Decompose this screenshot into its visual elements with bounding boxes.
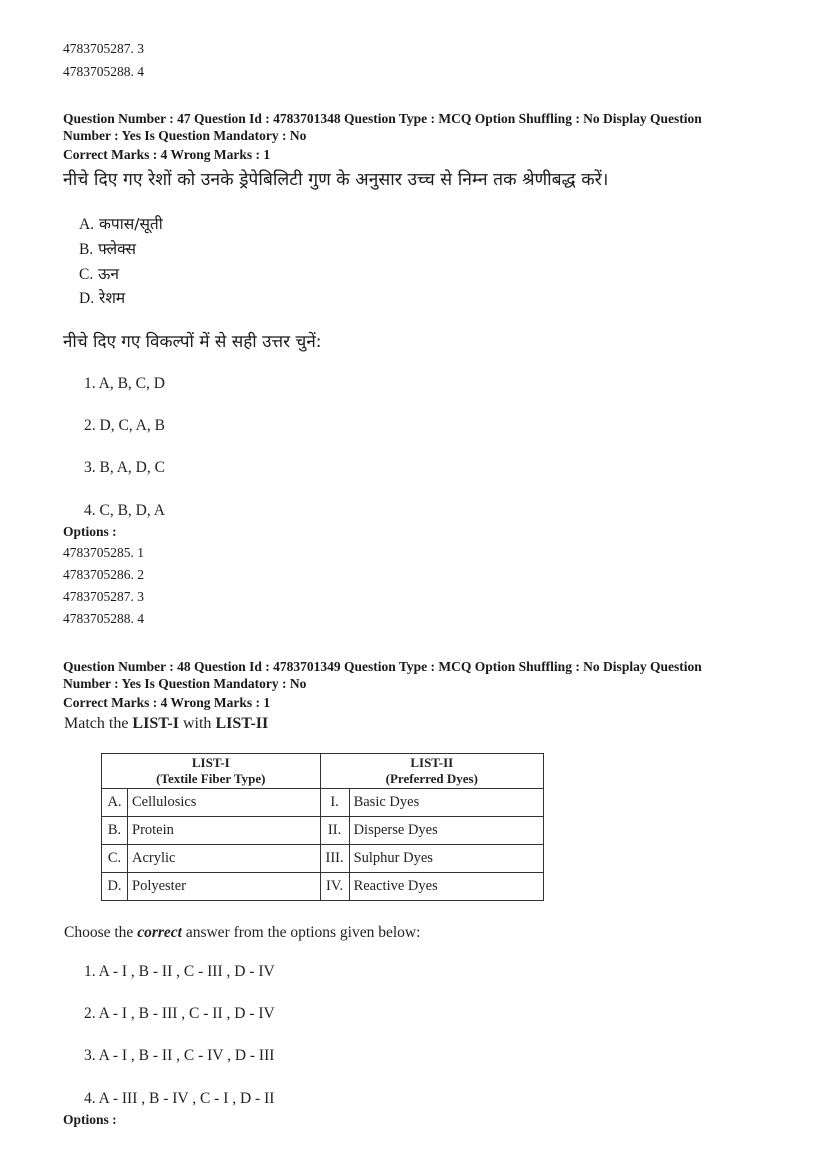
q48-options-label: Options : xyxy=(63,1112,117,1127)
q48-marks: Correct Marks : 4 Wrong Marks : 1 xyxy=(63,695,271,710)
q48-choice-4: 4. A - III , B - IV , C - I , D - II xyxy=(84,1090,275,1107)
list1-value: Cellulosics xyxy=(128,789,321,817)
q47-item-a: A. कपास/सूती xyxy=(79,215,163,233)
table-row xyxy=(102,873,544,901)
list2-index: I. xyxy=(320,789,349,817)
q48-instruction: Choose the correct answer from the options given below: xyxy=(64,924,421,941)
list1-value: Protein xyxy=(128,817,321,845)
q47-option-id-1: 4783705285. 1 xyxy=(63,545,144,560)
table-row xyxy=(102,845,544,873)
prev-option-3: 4783705287. 3 xyxy=(63,41,144,56)
list1-value: Acrylic xyxy=(128,845,321,873)
q47-item-d: D. रेशम xyxy=(79,289,126,307)
q48-choice-1: 1. A - I , B - II , C - III , D - IV xyxy=(84,963,275,980)
q47-item-c: C. ऊन xyxy=(79,265,119,283)
list2-index: II. xyxy=(320,817,349,845)
q48-choice-2: 2. A - I , B - III , C - II , D - IV xyxy=(84,1005,275,1022)
q47-item-b: B. फ्लेक्स xyxy=(79,240,136,258)
list2-value: Disperse Dyes xyxy=(349,817,543,845)
q47-header-line1: Question Number : 47 Question Id : 4783701348 Question Type : MCQ Option Shuffling : No Display Question xyxy=(63,111,702,126)
q47-marks: Correct Marks : 4 Wrong Marks : 1 xyxy=(63,147,271,162)
q47-instruction: नीचे दिए गए विकल्पों में से सही उत्तर चुनें: xyxy=(63,332,322,352)
list1-index: D. xyxy=(102,873,128,901)
q47-option-id-3: 4783705287. 3 xyxy=(63,589,144,604)
list1-header: LIST-I (Textile Fiber Type) xyxy=(102,754,321,789)
list2-value: Reactive Dyes xyxy=(349,873,543,901)
list2-value: Sulphur Dyes xyxy=(349,845,543,873)
list2-value: Basic Dyes xyxy=(349,789,543,817)
q47-choice-1: 1. A, B, C, D xyxy=(84,375,165,392)
list2-index: III. xyxy=(320,845,349,873)
list2-index: IV. xyxy=(320,873,349,901)
q47-question-text: नीचे दिए गए रेशों को उनके ड्रेपेबिलिटी गुण के अनुसार उच्च से निम्न तक श्रेणीबद्ध करें। xyxy=(63,170,609,190)
list1-value: Polyester xyxy=(128,873,321,901)
q47-choice-2: 2. D, C, A, B xyxy=(84,417,165,434)
q48-header xyxy=(63,658,766,692)
list2-header: LIST-II (Preferred Dyes) xyxy=(320,754,543,789)
list1-index: C. xyxy=(102,845,128,873)
list1-index: A. xyxy=(102,789,128,817)
q47-choice-4: 4. C, B, D, A xyxy=(84,502,165,519)
q47-option-id-2: 4783705286. 2 xyxy=(63,567,144,582)
match-table-header xyxy=(102,754,544,789)
q48-header-line2: Number : Yes Is Question Mandatory : No xyxy=(63,676,307,691)
q48-question-title: Match the LIST-I with LIST-II xyxy=(64,715,269,732)
prev-option-4: 4783705288. 4 xyxy=(63,64,144,79)
q47-header-line2: Number : Yes Is Question Mandatory : No xyxy=(63,128,307,143)
q47-options-label: Options : xyxy=(63,524,117,539)
table-row xyxy=(102,789,544,817)
q47-header xyxy=(63,110,766,144)
q47-option-id-4: 4783705288. 4 xyxy=(63,611,144,626)
q47-choice-3: 3. B, A, D, C xyxy=(84,459,165,476)
q48-header-line1: Question Number : 48 Question Id : 4783701349 Question Type : MCQ Option Shuffling : No Display Question xyxy=(63,659,702,674)
match-table xyxy=(101,753,544,901)
q48-choice-3: 3. A - I , B - II , C - IV , D - III xyxy=(84,1047,275,1064)
table-row xyxy=(102,817,544,845)
list1-index: B. xyxy=(102,817,128,845)
